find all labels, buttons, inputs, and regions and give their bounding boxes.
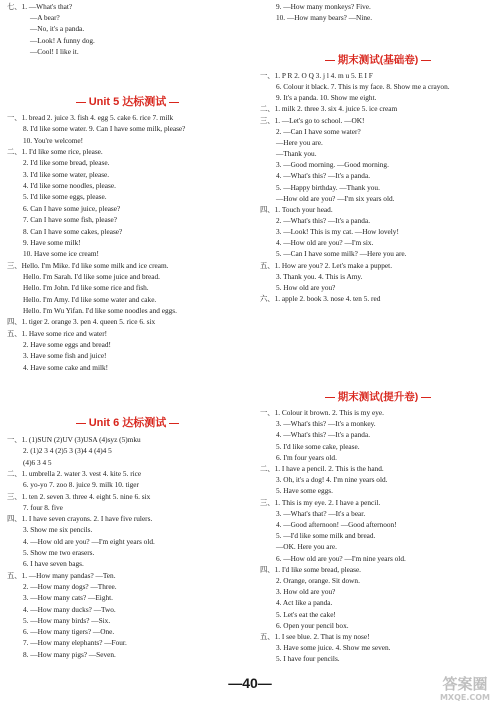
answer-line: 10. You're welcome!: [23, 135, 84, 145]
answer-line: 5. Have some eggs.: [276, 486, 333, 496]
answer-line: 2. —Can I have some water?: [276, 126, 361, 136]
answer-line: 6. —How old are you? —I'm nine years old.: [276, 553, 406, 563]
answer-line: 4. I'd like some noodles, please.: [23, 181, 116, 191]
answer-line: 6. I'm four years old.: [276, 452, 337, 462]
answer-line: 5. I'd like some eggs, please.: [23, 192, 107, 202]
answer-line: 4. —How many ducks? —Two.: [23, 604, 116, 614]
answer-line: 三、Hello. I'm Mike. I'd like some milk and ice cream.: [7, 260, 169, 270]
answer-line: 3. Oh, it's a dog! 4. I'm nine years old.: [276, 475, 388, 485]
svg-text:答案圈: 答案圈: [442, 675, 488, 693]
answer-line: 5. I have four pencils.: [276, 654, 340, 664]
answer-line: 3. I'd like some water, please.: [23, 169, 110, 179]
answer-line: 3. Have some juice. 4. Show me seven.: [276, 643, 391, 653]
answer-line: 二、1. milk 2. three 3. six 4. juice 5. ice cream: [260, 104, 398, 114]
answer-line: —No, it's a panda.: [30, 24, 85, 34]
answer-line: 5. How old are you?: [276, 282, 336, 292]
answer-line: 5. —How many birds? —Six.: [23, 615, 111, 625]
answer-line: 10. Have some ice cream!: [23, 249, 99, 259]
answer-line: —How old are you? —I'm six years old.: [276, 193, 395, 203]
answer-line: —A bear?: [30, 13, 60, 23]
answer-line: 三、1. This is my eye. 2. I have a pencil.: [260, 497, 381, 507]
answer-line: 3. Show me six pencils.: [23, 525, 93, 535]
final-test-advanced-heading-text: 期末测试(提升卷): [337, 391, 419, 403]
answer-line: 5. Let's eat the cake!: [276, 609, 336, 619]
answer-line: 四、1. Touch your head.: [260, 204, 333, 214]
answer-line: 2. Orange, orange. Sit down.: [276, 576, 360, 585]
answer-line: 2. Have some eggs and bread!: [23, 340, 111, 349]
answer-line: 3. Thank you. 4. This is Amy.: [276, 271, 363, 281]
answer-line: Hello. I'm John. I'd like some rice and fish.: [23, 283, 149, 293]
answer-line: 5. Show me two erasers.: [23, 548, 95, 557]
answer-line: 6. Can I have some juice, please?: [23, 203, 121, 213]
answer-line: 七、1. —What's that?: [7, 2, 73, 11]
answer-line: —OK. Here you are.: [276, 542, 337, 552]
unit6-heading-text: Unit 6 达标测试: [88, 417, 167, 429]
answer-line: 9. —How many monkeys? Five.: [276, 2, 371, 11]
unit5-heading: [0, 93, 255, 109]
answer-line: 10. —How many bears? —Nine.: [276, 13, 373, 23]
answer-line: Hello. I'm Wu Yifan. I'd like some noodles and eggs.: [23, 305, 177, 315]
answer-line: 一、1. (1)SUN (2)UV (3)USA (4)syz (5)mku: [7, 435, 141, 444]
answer-line: 四、1. I have seven crayons. 2. I have five rulers.: [7, 514, 153, 524]
answer-line: 6. Open your pencil box.: [276, 620, 349, 630]
page-number: —40—: [228, 675, 272, 691]
answer-line: 4. —How old are you? —I'm eight years old.: [23, 536, 155, 546]
answer-line: 5. —Can I have some milk? —Here you are.: [276, 249, 407, 259]
answer-line: 2. I'd like some bread, please.: [23, 158, 110, 168]
answer-line: 6. —How many tigers? —One.: [23, 627, 115, 637]
answer-line: 3. —How many cats? —Eight.: [23, 593, 113, 603]
answer-line: 一、1. Colour it brown. 2. This is my eye.: [260, 408, 384, 417]
answer-line: 四、1. I'd like some bread, please.: [260, 564, 362, 574]
answer-line: 9. It's a panda. 10. Show me eight.: [276, 93, 377, 103]
answer-line: 7. four 8. five: [23, 502, 63, 512]
answer-line: 二、1. I'd like some rice, please.: [7, 147, 103, 157]
answer-line: 五、1. I see blue. 2. That is my nose!: [260, 632, 370, 641]
answer-line: 五、1. —How many pandas? —Ten.: [7, 570, 116, 580]
answer-line: 7. Can I have some fish, please?: [23, 215, 118, 225]
answer-line: 三、1. —Let's go to school. —OK!: [260, 115, 365, 125]
answer-line: 4. Act like a panda.: [276, 598, 333, 608]
answer-line: 6. Colour it black. 7. This is my face. 8. Show me a crayon.: [276, 82, 450, 92]
answer-line: Hello. I'm Amy. I'd like some water and cake.: [23, 294, 157, 304]
answer-line: (4)6 3 4 5: [23, 457, 52, 467]
answer-line: 五、1. Have some rice and water!: [7, 328, 108, 338]
answer-line: Hello. I'm Sarah. I'd like some juice and bread.: [23, 271, 160, 281]
answer-line: 二、1. I have a pencil. 2. This is the hand.: [260, 464, 384, 473]
answer-line: —Cool! I like it.: [30, 46, 79, 56]
watermark-logo: [432, 673, 498, 703]
final-test-basic-heading-text: 期末测试(基础卷): [337, 54, 419, 66]
answer-line: 6. I have seven bags.: [23, 559, 84, 569]
answer-line: 5. I'd like some cake, please.: [276, 441, 360, 451]
answer-line: 二、1. umbrella 2. water 3. vest 4. kite 5. rice: [7, 468, 142, 478]
unit5-heading-text: Unit 5 达标测试: [88, 96, 167, 108]
answer-line: 2. —How many dogs? —Three.: [23, 581, 117, 591]
answer-line: 8. Can I have some cakes, please?: [23, 226, 123, 236]
answer-line: 3. —Look! This is my cat. —How lovely!: [276, 227, 399, 237]
answer-line: 五、1. How are you? 2. Let's make a puppet.: [260, 260, 393, 270]
answer-line: 3. —What's this? —It's a monkey.: [276, 419, 376, 429]
answer-line: —Here you are.: [276, 137, 323, 147]
answer-line: 7. —How many elephants? —Four.: [23, 638, 127, 648]
final-test-basic-heading: [256, 52, 500, 67]
answer-line: 六、1. apple 2. book 3. nose 4. ten 5. red: [260, 294, 381, 303]
answer-line: 4. —How old are you? —I'm six.: [276, 238, 374, 248]
answer-line: 3. Have some fish and juice!: [23, 351, 107, 361]
answer-line: 6. yo-yo 7. zoo 8. juice 9. milk 10. tiger: [23, 480, 139, 490]
answer-line: 3. How old are you?: [276, 587, 336, 597]
answer-line: 4. —Good afternoon! —Good afternoon!: [276, 520, 397, 529]
answer-line: 5. —Happy birthday. —Thank you.: [276, 182, 380, 192]
answer-line: 一、1. P R 2. O Q 3. j l 4. m u 5. E I F: [260, 71, 373, 80]
final-test-advanced-heading: [256, 389, 500, 404]
answer-line: 3. —What's that? —It's a bear.: [276, 508, 366, 518]
answer-line: 一、1. bread 2. juice 3. fish 4. egg 5. cake 6. rice 7. milk: [7, 113, 174, 122]
answer-line: 三、1. ten 2. seven 3. three 4. eight 5. nine 6. six: [7, 491, 151, 501]
answer-line: 8. I'd like some water. 9. Can I have some milk, please?: [23, 124, 186, 134]
answer-line: 3. —Good morning. —Good morning.: [276, 160, 389, 170]
answer-line: 8. —How many pigs? —Seven.: [23, 649, 116, 659]
svg-text:MXQE.COM: MXQE.COM: [439, 693, 491, 702]
answer-line: 4. —What's this? —It's a panda.: [276, 171, 371, 181]
answer-line: 2. —What's this? —It's a panda.: [276, 215, 371, 225]
answer-line: 4. Have some cake and milk!: [23, 362, 109, 372]
answer-line: 2. (1)2 3 4 (2)5 3 (3)4 4 (4)4 5: [23, 446, 112, 456]
answer-line: 四、1. tiger 2. orange 3. pen 4. queen 5. rice 6. six: [7, 317, 156, 327]
answer-line: —Look! A funny dog.: [30, 35, 95, 45]
answer-line: 4. —What's this? —It's a panda.: [276, 430, 371, 440]
answer-line: 9. Have some milk!: [23, 237, 81, 247]
answer-line: 5. —I'd like some milk and bread.: [276, 531, 376, 541]
answer-line: —Thank you.: [276, 149, 317, 159]
unit6-heading: [0, 414, 255, 430]
